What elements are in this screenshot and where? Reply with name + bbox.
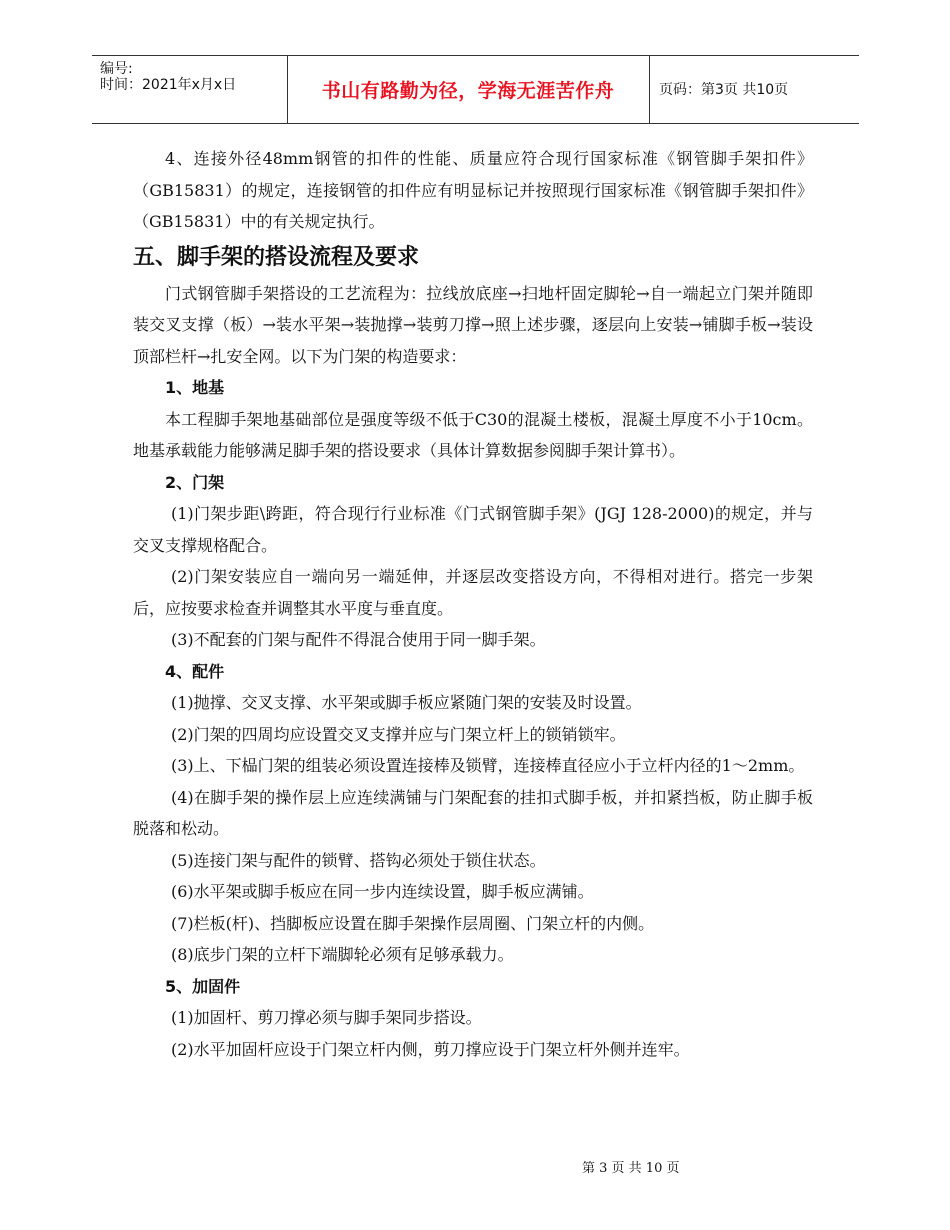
- list-item: (7)栏板(杆)、挡脚板应设置在脚手架操作层周圈、门架立杆的内侧。: [171, 913, 655, 933]
- subheading-frame: 2、门架: [165, 472, 225, 492]
- page-footer: 第 3 页 共 10 页: [582, 1161, 680, 1176]
- list-item: (1)加固杆、剪刀撑必须与脚手架同步搭设。: [171, 1008, 482, 1027]
- list-item: (8)底步门架的立杆下端脚轮必须有足够承载力。: [171, 945, 514, 964]
- header-page-info: 页码：第3页 共10页: [659, 82, 789, 98]
- number-label: 编号:: [100, 61, 133, 77]
- document-body: [133, 143, 813, 1065]
- list-item: (2)门架的四周均应设置交叉支撑并应与门架立杆上的锁销锁牢。: [171, 724, 626, 744]
- list-item: (6)水平架或脚手板应在同一步内连续设置，脚手板应满铺。: [171, 882, 594, 901]
- subheading-foundation: 1、地基: [165, 378, 225, 397]
- list-item: (4)在脚手架的操作层上应连续满铺与门架配套的挂扣式脚手板，并扣紧挡板，防止脚手板脱落和松动。: [133, 787, 813, 838]
- paragraph-process-flow: 门式钢管脚手架搭设的工艺流程为：拉线放底座→扫地杆固定脚轮→自一端起立门架并随即装交叉支撑（板）→装水平架→装抛撑→装剪刀撑→照上述步骤，逐层向上安装→铺脚手板→装设顶部栏杆→扎安全网。以下为门架的构造要求：: [133, 283, 813, 366]
- paragraph-foundation: 本工程脚手架地基础部位是强度等级不低于C30的混凝土楼板，混凝土厚度不小于10cm。地基承载能力能够满足脚手架的搭设要求（具体计算数据参阅脚手架计算书）。: [133, 409, 813, 460]
- list-item: (1)抛撑、交叉支撑、水平架或脚手板应紧随门架的安装及时设置。: [171, 693, 642, 712]
- list-item: (2)水平加固杆应设于门架立杆内侧，剪刀撑应设于门架立杆外侧并连牢。: [171, 1039, 690, 1059]
- header-divider: [649, 56, 650, 123]
- list-item: (5)连接门架与配件的锁臂、搭钩必须处于锁住状态。: [171, 850, 546, 870]
- subheading-parts: 4、配件: [165, 661, 225, 681]
- list-item: (1)门架步距\跨距，符合现行行业标准《门式钢管脚手架》(JGJ 128-2000)的规定，并与交叉支撑规格配合。: [133, 504, 813, 555]
- header-meta: [100, 61, 236, 93]
- page-header: [92, 55, 859, 124]
- paragraph-fastener-standard: 4、连接外径48mm钢管的扣件的性能、质量应符合现行国家标准《钢管脚手架扣件》（GB15831）的规定，连接钢管的扣件应有明显标记并按照现行国家标准《钢管脚手架扣件》（GB15831）中的有关规定执行。: [133, 149, 813, 231]
- subheading-reinforcement: 5、加固件: [165, 976, 241, 996]
- header-motto: 书山有路勤为径，学海无涯苦作舟: [321, 80, 615, 102]
- list-item: (3)上、下榀门架的组装必须设置连接棒及锁臂，连接棒直径应小于立杆内径的1～2mm。: [171, 756, 805, 775]
- list-item: (3)不配套的门架与配件不得混合使用于同一脚手架。: [171, 630, 546, 649]
- section-title: 五、脚手架的搭设流程及要求: [133, 244, 420, 270]
- list-item: (2)门架安装应自一端向另一端延伸，并逐层改变搭设方向，不得相对进行。搭完一步架后，应按要求检查并调整其水平度与垂直度。: [133, 567, 813, 618]
- time-label: 时间：2021年x月x日: [100, 77, 237, 93]
